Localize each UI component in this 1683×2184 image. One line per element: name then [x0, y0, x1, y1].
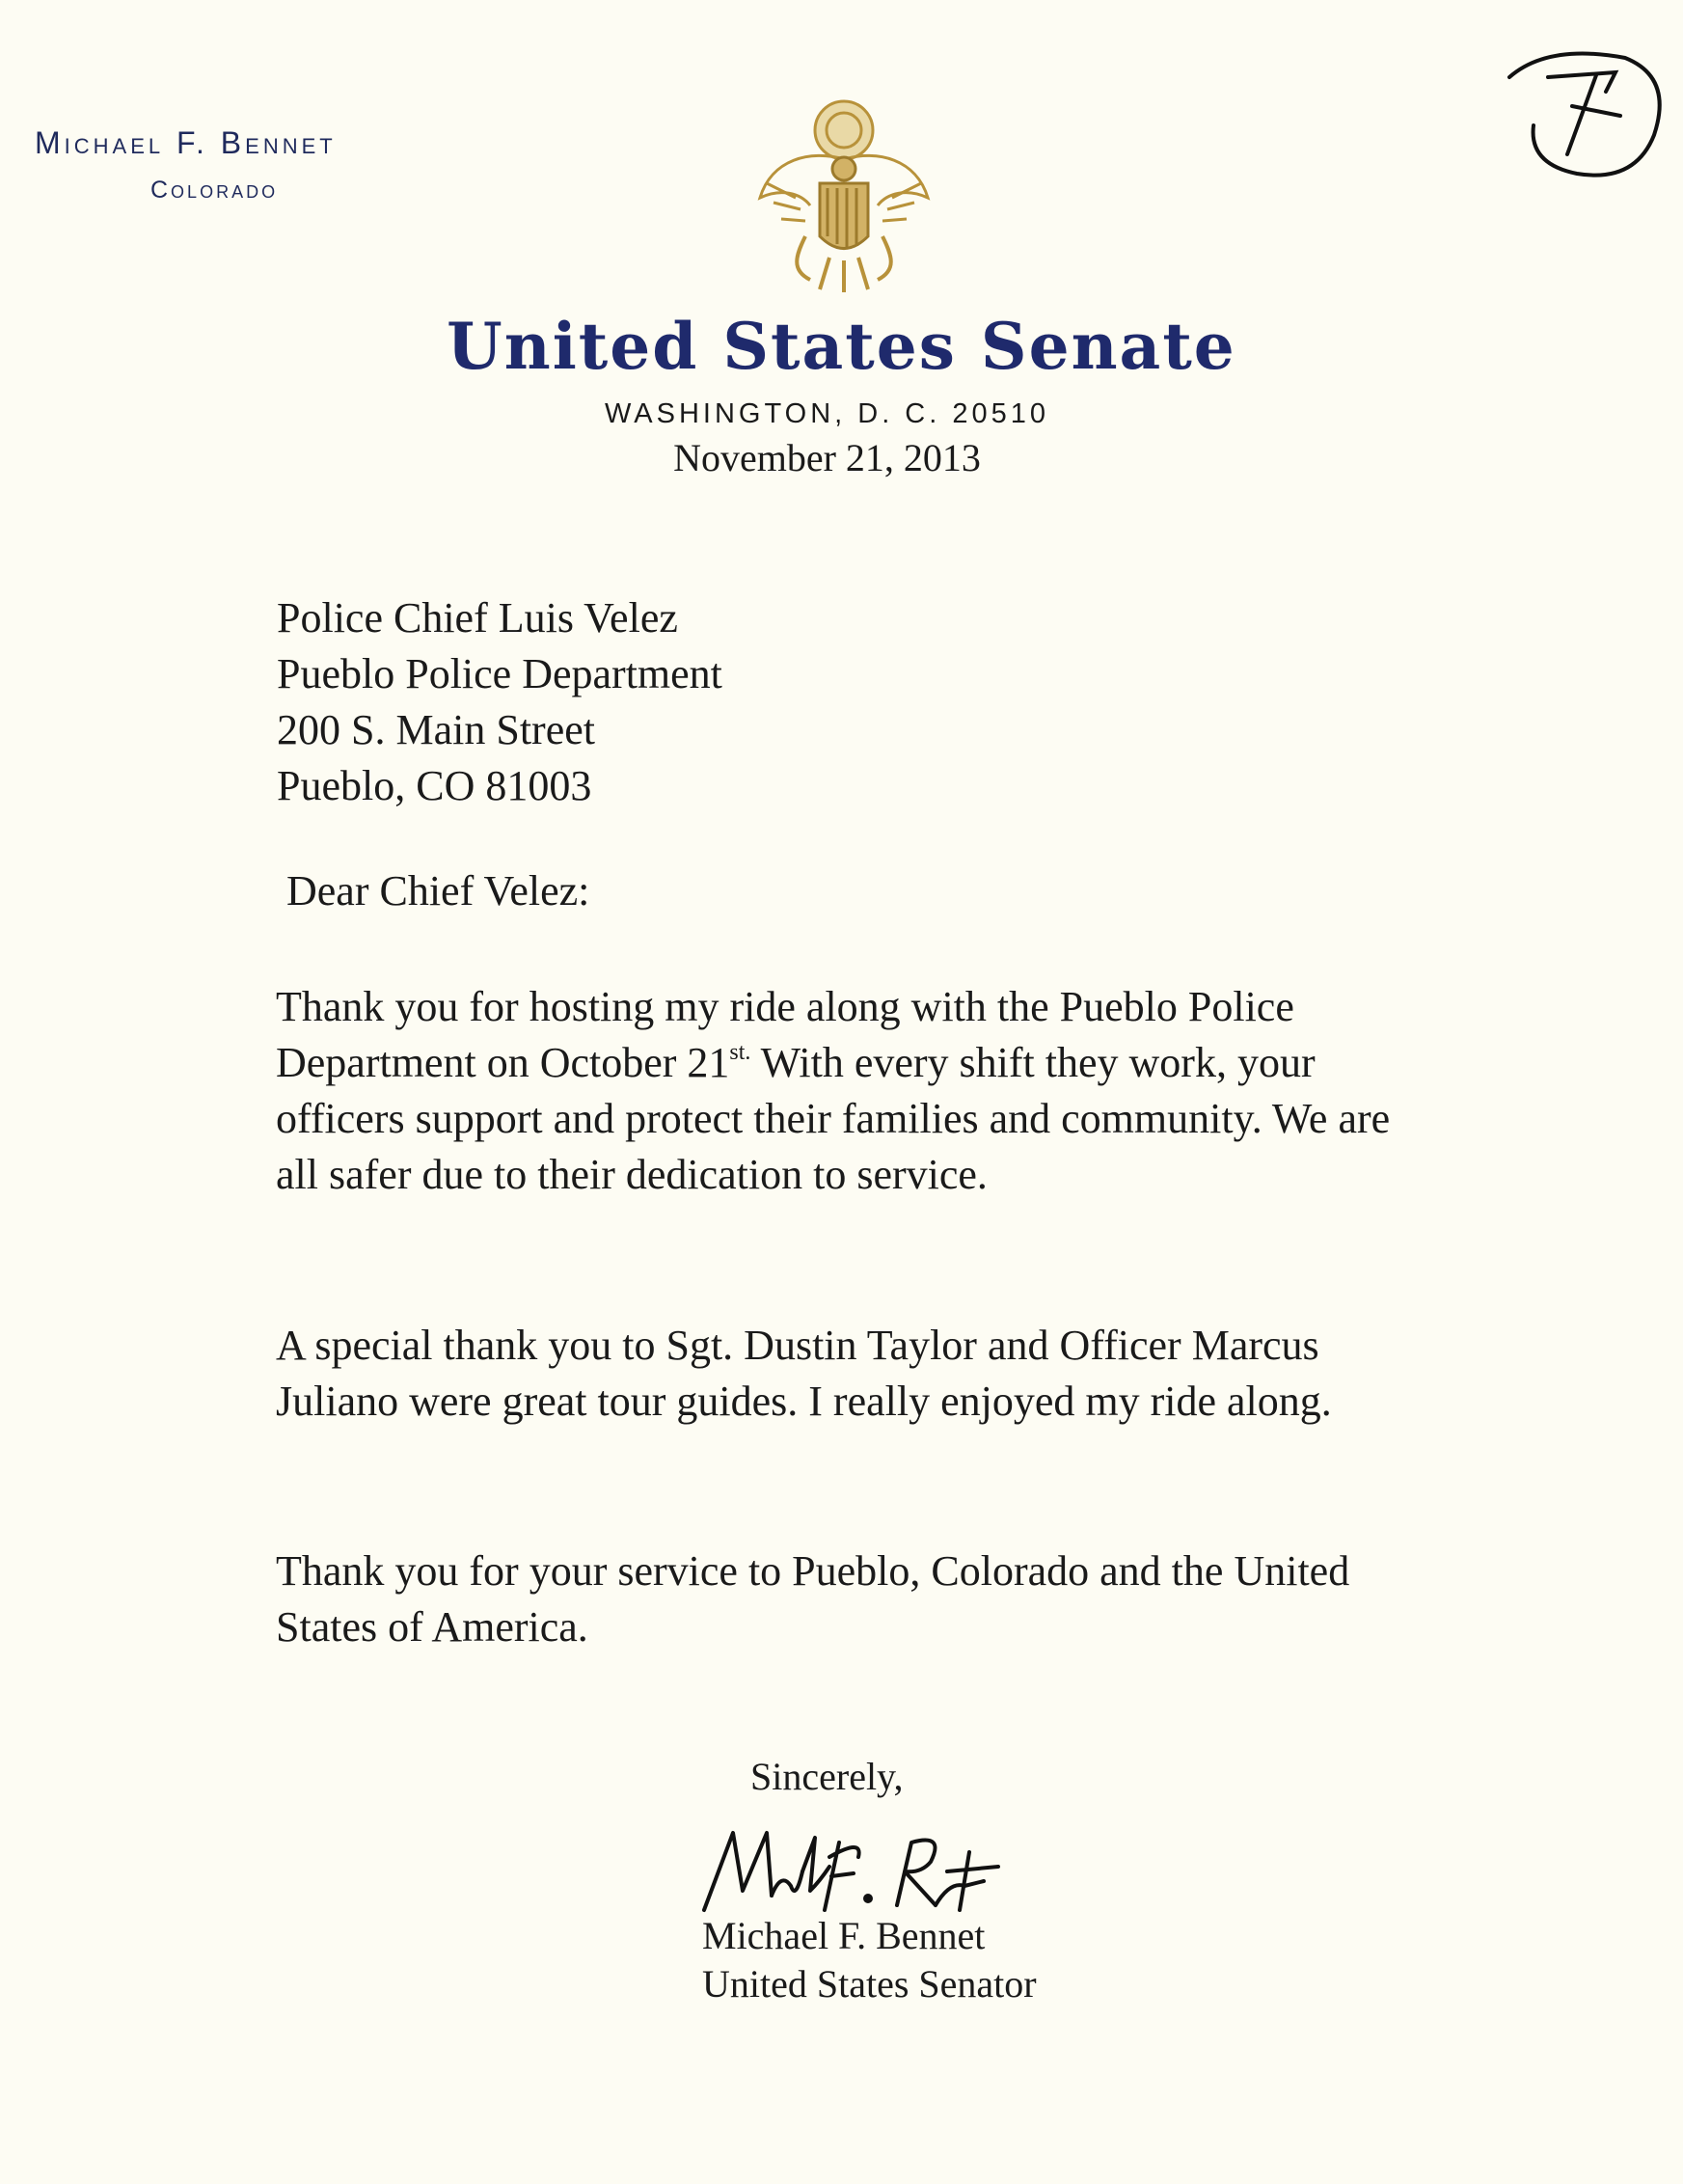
salutation: Dear Chief Velez:: [286, 867, 590, 915]
handwritten-signature: [694, 1814, 1061, 1920]
paragraph-text: With every shift they work, your officers support and protect their families and community. We are all safer due to their dedication to service.: [276, 1039, 1391, 1198]
body-paragraph-3: Thank you for your service to Pueblo, Colorado and the United States of America.: [276, 1547, 1350, 1651]
signer-title: United States Senator: [702, 1962, 1037, 2006]
ordinal-suffix: st.: [729, 1040, 751, 1065]
signature-block: [702, 1912, 1037, 2008]
closing: Sincerely,: [750, 1755, 904, 1798]
paragraph-text: Thank you for hosting my ride along with the Pueblo Police Department on October 21: [276, 983, 1294, 1086]
recipient-line: 200 S. Main Street: [277, 706, 595, 753]
letter-date: November 21, 2013: [673, 436, 981, 479]
great-seal-eagle-icon: [752, 92, 936, 294]
recipient-line: Police Chief Luis Velez: [277, 594, 678, 642]
signer-name: Michael F. Bennet: [702, 1914, 986, 1957]
handwritten-circled-mark: [1490, 39, 1673, 193]
recipient-line: Pueblo, CO 81003: [277, 762, 592, 809]
body-paragraph-1: [276, 979, 1414, 1203]
senate-address: WASHINGTON, D. C. 20510: [604, 398, 1050, 429]
body-paragraph-2: A special thank you to Sgt. Dustin Taylor and Officer Marcus Juliano were great tour guides. I really enjoyed my ride along.: [276, 1322, 1332, 1425]
letterhead-state: Colorado: [150, 177, 279, 204]
recipient-line: Pueblo Police Department: [277, 650, 722, 697]
senate-title: United States Senate: [447, 309, 1236, 384]
letterhead-senator-name: Michael F. Bennet: [35, 125, 337, 160]
recipient-address-block: [277, 590, 722, 814]
